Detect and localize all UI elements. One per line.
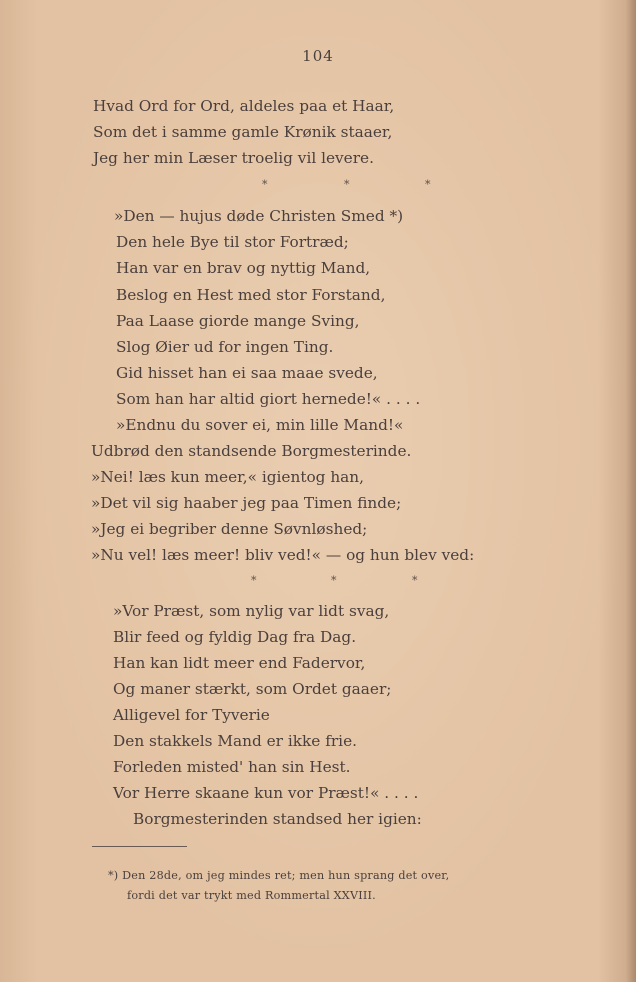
footnote-line: *) Den 28de, om jeg mindes ret; men hun sprang det over, [108, 869, 450, 882]
verse-line: »Vor Præst, som nylig var lidt svag, [113, 602, 390, 620]
verse-line: Han kan lidt meer end Fadervor, [113, 654, 366, 672]
verse-line: Den hele Bye til stor Fortræd; [116, 233, 349, 251]
separator-star: * [412, 574, 418, 587]
footnote-rule [92, 846, 187, 847]
verse-line: »Endnu du sover ei, min lille Mand!« [116, 416, 404, 434]
page-edge-shadow [626, 0, 636, 982]
verse-line: Udbrød den standsende Borgmesterinde. [91, 442, 412, 460]
verse-line: Slog Øier ud for ingen Ting. [116, 338, 334, 356]
verse-line: Beslog en Hest med stor Forstand, [116, 286, 386, 304]
verse-line: Den stakkels Mand er ikke frie. [113, 732, 357, 750]
verse-line: Og maner stærkt, som Ordet gaaer; [113, 680, 392, 698]
separator-star: * [251, 574, 257, 587]
verse-line: Blir feed og fyldig Dag fra Dag. [113, 628, 357, 646]
separator-star: * [425, 178, 431, 191]
separator-star: * [344, 178, 350, 191]
verse-line: Alligevel for Tyverie [113, 706, 270, 724]
verse-line: Som han har altid giort hernede!« . . . . [116, 390, 421, 408]
verse-line: Hvad Ord for Ord, aldeles paa et Haar, [93, 97, 395, 115]
verse-line: Gid hisset han ei saa maae svede, [116, 364, 378, 382]
separator-star: * [331, 574, 337, 587]
verse-line: Forleden misted' han sin Hest. [113, 758, 351, 776]
verse-line: Vor Herre skaane kun vor Præst!« . . . . [113, 784, 419, 802]
verse-line: Som det i samme gamle Krønik staaer, [93, 123, 393, 141]
verse-line: Han var en brav og nyttig Mand, [116, 259, 371, 277]
page-number: 104 [302, 47, 334, 65]
verse-line: »Nu vel! læs meer! bliv ved!« — og hun blev ved: [91, 546, 475, 564]
separator-star: * [262, 178, 268, 191]
verse-line: »Jeg ei begriber denne Søvnløshed; [91, 520, 368, 538]
verse-line: Jeg her min Læser troelig vil levere. [93, 149, 374, 167]
verse-line: »Det vil sig haaber jeg paa Timen finde; [91, 494, 402, 512]
verse-line: »Nei! læs kun meer,« igientog han, [91, 468, 365, 486]
verse-line: Borgmesterinden standsed her igien: [133, 810, 422, 828]
verse-line: Paa Laase giorde mange Sving, [116, 312, 360, 330]
verse-line: »Den — hujus døde Christen Smed *) [114, 207, 404, 225]
footnote-line: fordi det var trykt med Rommertal XXVIII. [127, 889, 376, 902]
